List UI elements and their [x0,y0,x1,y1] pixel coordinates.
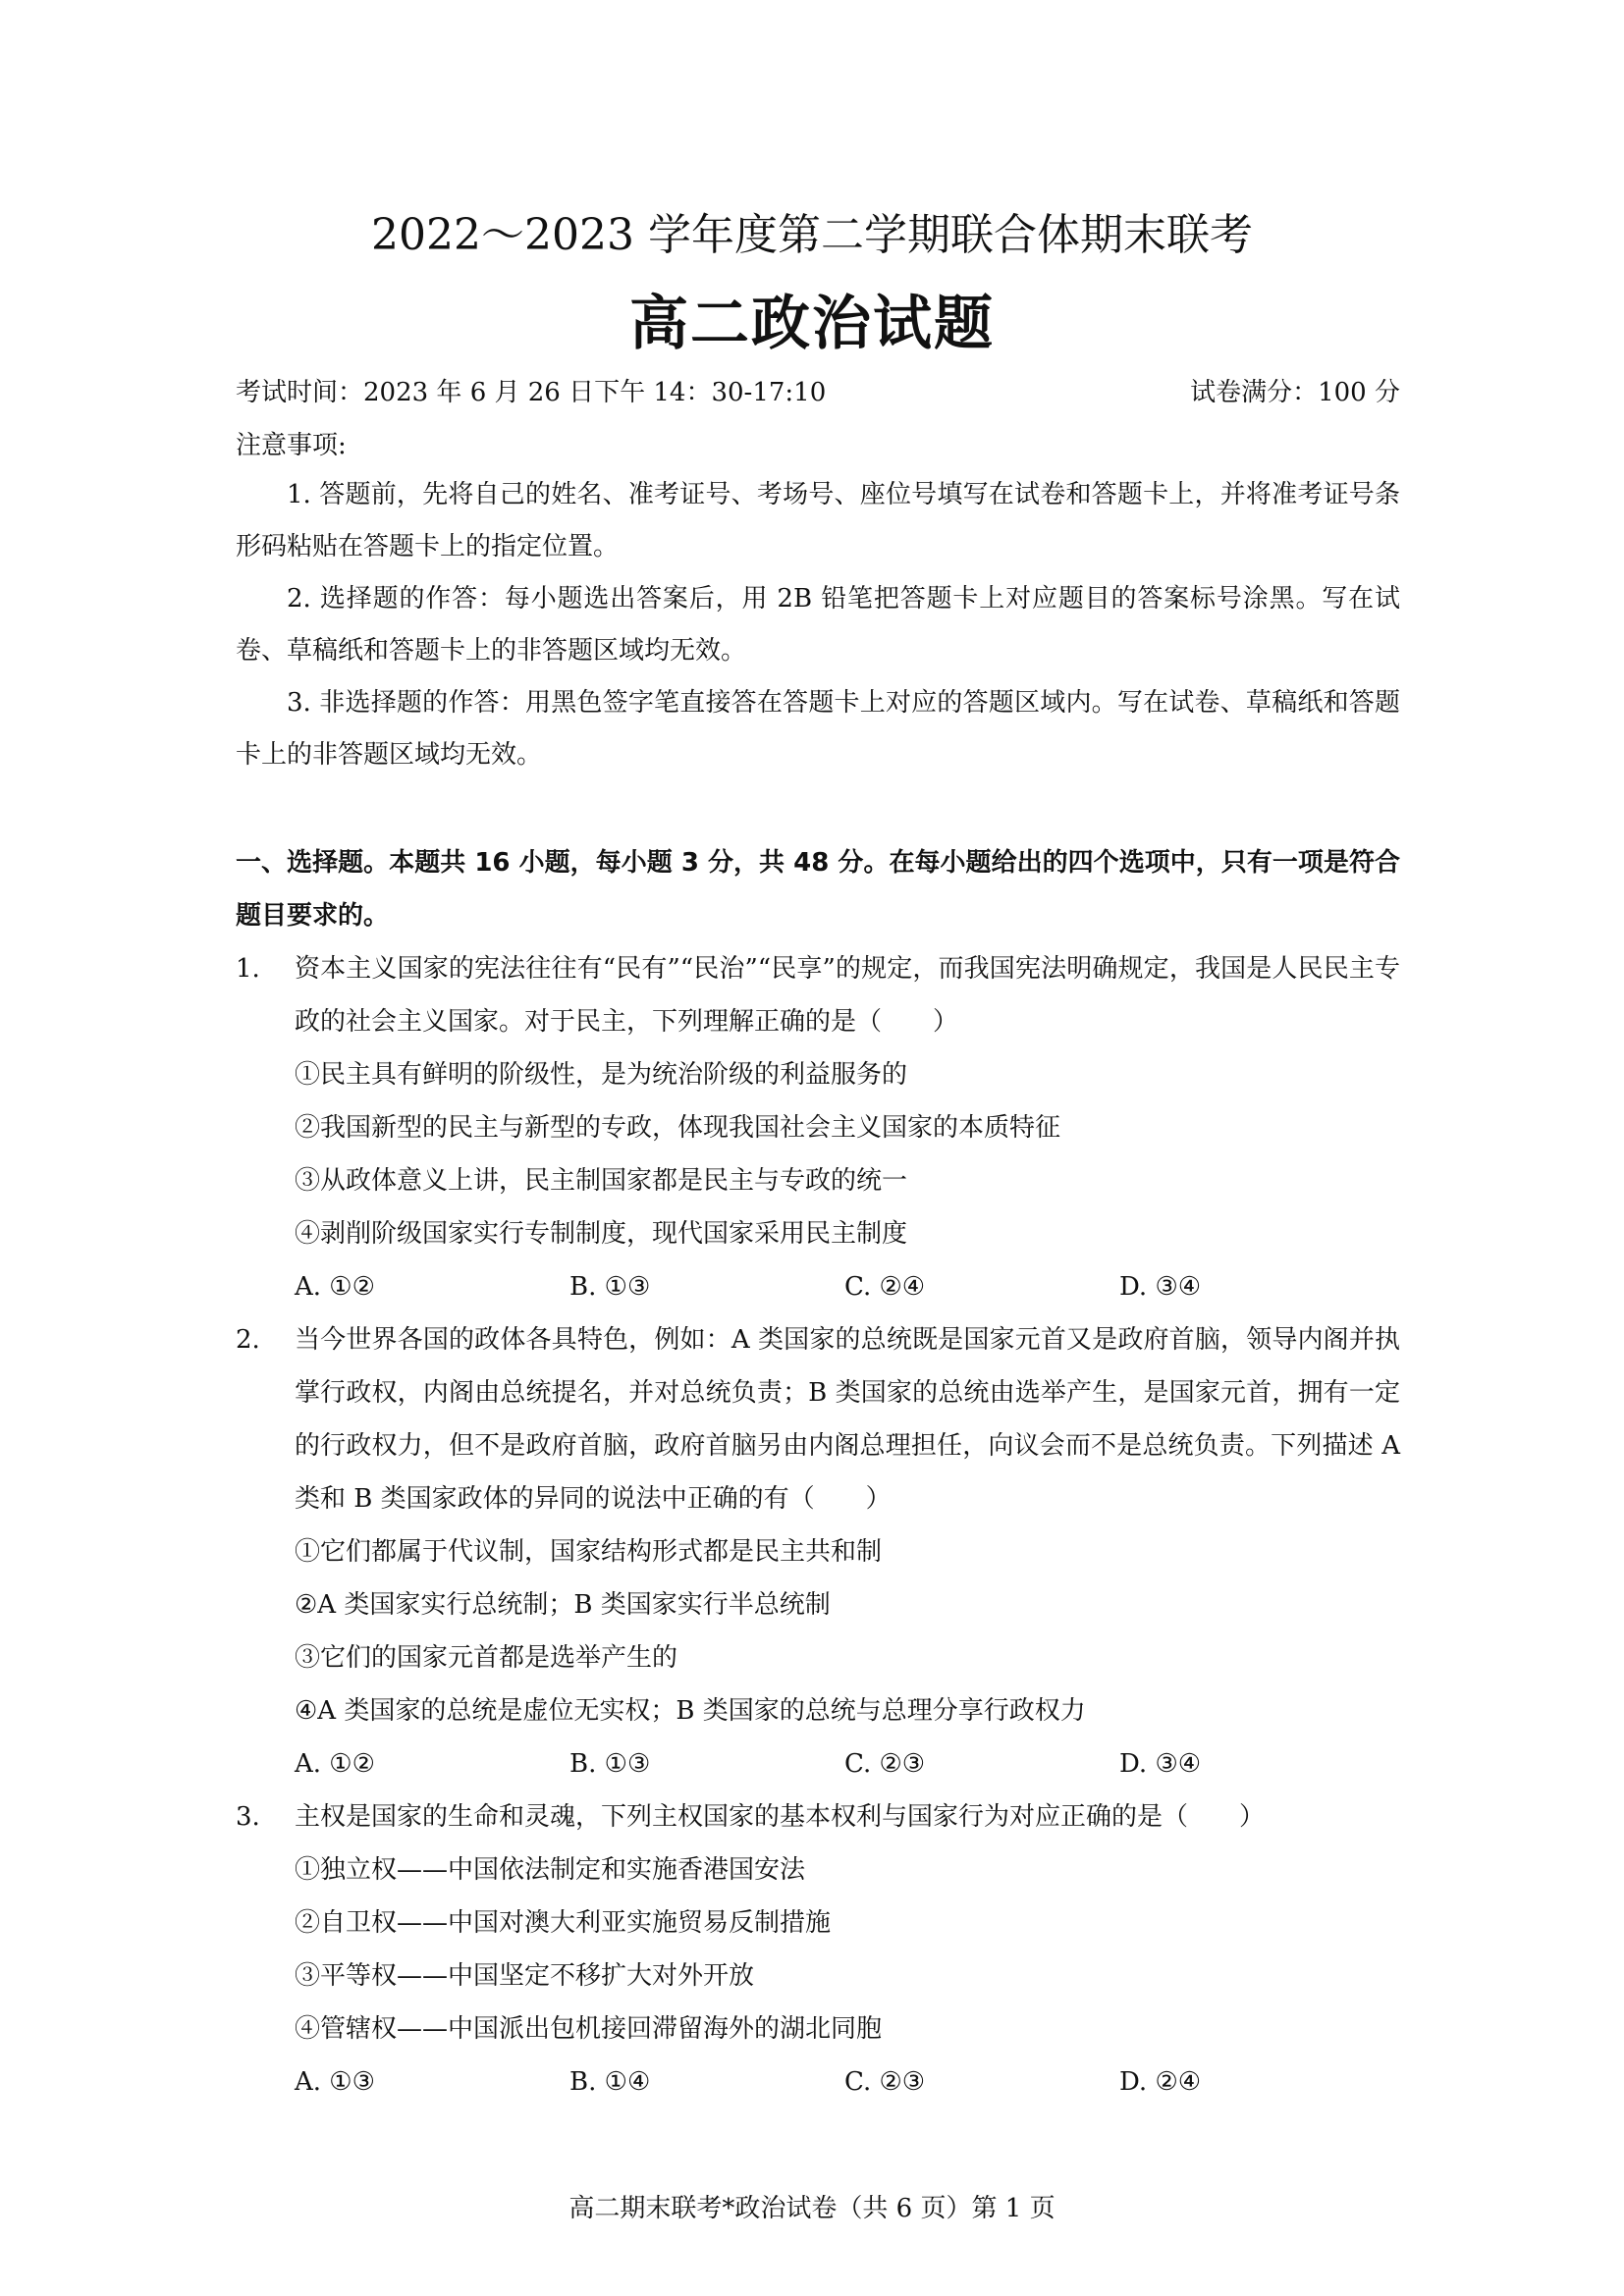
exam-title: 2022～2023 学年度第二学期联合体期末联考 [371,210,1253,260]
choice-c: C. ②③ [844,1749,926,1779]
question-number: 3. [236,1802,260,1832]
question-2 [236,1313,1400,1525]
question-stem: 当今世界各国的政体各具特色，例如：A 类国家的总统既是国家元首又是政府首脑，领导内阁并执掌行政权，内阁由总统提名，并对总统负责；B 类国家的总统由选举产生，是国家元首，拥有一定的行政权力，但不是政府首脑，政府首脑另由内阁总理担任，向议会而不是总统负责。下列描述 A 类和 B 类国家政体的异同的说法中正确的有（ ） [295,1325,1400,1514]
exam-subtitle: 高二政治试题 [629,290,995,358]
question-stem: 主权是国家的生命和灵魂，下列主权国家的基本权利与国家行为对应正确的是（ ） [295,1802,1266,1832]
spacer [236,781,1400,836]
answer-choices [236,1737,1400,1790]
choice-d: D. ③④ [1119,1272,1202,1302]
notice-item: 3. 非选择题的作答：用黑色签字笔直接答在答题卡上对应的答题区域内。写在试卷、草稿纸和答题卡上的非答题区域均无效。 [236,688,1400,770]
notice-heading: 注意事项: [236,431,347,460]
statement-option: ③它们的国家元首都是选举产生的 [295,1643,678,1673]
notice-item: 1. 答题前，先将自己的姓名、准考证号、考场号、座位号填写在试卷和答题卡上，并将准考证号条形码粘贴在答题卡上的指定位置。 [236,480,1400,561]
section-heading: 一、选择题。本题共 16 小题，每小题 3 分，共 48 分。在每小题给出的四个选项中，只有一项是符合题目要求的。 [236,848,1400,931]
exam-content [236,422,1400,2109]
notice-item: 2. 选择题的作答：每小题选出答案后，用 2B 铅笔把答题卡上对应题目的答案标号涂黑。写在试卷、草稿纸和答题卡上的非答题区域均无效。 [236,584,1400,666]
answer-choices [236,2056,1400,2109]
choice-c: C. ②③ [844,2067,926,2097]
choice-b: B. ①③ [569,1749,651,1779]
question-number: 1. [236,954,260,984]
answer-choices [236,1260,1400,1313]
statement-option: ①独立权——中国依法制定和实施香港国安法 [295,1855,806,1885]
statement-option: ④A 类国家的总统是虚位无实权；B 类国家的总统与总理分享行政权力 [295,1696,1086,1726]
question-1 [236,942,1400,1048]
exam-time: 考试时间：2023 年 6 月 26 日下午 14：30-17:10 [236,378,827,407]
choice-a: A. ①③ [295,2067,375,2097]
choice-d: D. ③④ [1119,1749,1202,1779]
statement-option: ③从政体意义上讲，民主制国家都是民主与专政的统一 [295,1166,908,1196]
exam-meta [236,375,1400,410]
choice-a: A. ①② [295,1749,375,1779]
statement-option: ①民主具有鲜明的阶级性，是为统治阶级的利益服务的 [295,1060,908,1090]
choice-d: D. ②④ [1119,2067,1202,2097]
page-footer: 高二期末联考*政治试卷（共 6 页）第 1 页 [568,2194,1056,2223]
statement-option: ②自卫权——中国对澳大利亚实施贸易反制措施 [295,1908,832,1938]
statement-option: ④剥削阶级国家实行专制制度，现代国家采用民主制度 [295,1219,908,1249]
choice-b: B. ①④ [569,2067,651,2097]
choice-b: B. ①③ [569,1272,651,1302]
question-3 [236,1790,1400,1843]
statement-option: ②我国新型的民主与新型的专政，体现我国社会主义国家的本质特征 [295,1113,1061,1143]
choice-a: A. ①② [295,1272,375,1302]
full-score: 试卷满分：100 分 [1190,378,1400,407]
question-number: 2. [236,1325,260,1355]
statement-option: ①它们都属于代议制，国家结构形式都是民主共和制 [295,1537,883,1567]
statement-option: ③平等权——中国坚定不移扩大对外开放 [295,1961,755,1991]
statement-option: ④管辖权——中国派出包机接回滞留海外的湖北同胞 [295,2014,883,2044]
choice-c: C. ②④ [844,1272,926,1302]
statement-option: ②A 类国家实行总统制；B 类国家实行半总统制 [295,1590,831,1620]
question-stem: 资本主义国家的宪法往往有“民有”“民治”“民享”的规定，而我国宪法明确规定，我国是人民民主专政的社会主义国家。对于民主，下列理解正确的是（ ） [295,954,1400,1037]
